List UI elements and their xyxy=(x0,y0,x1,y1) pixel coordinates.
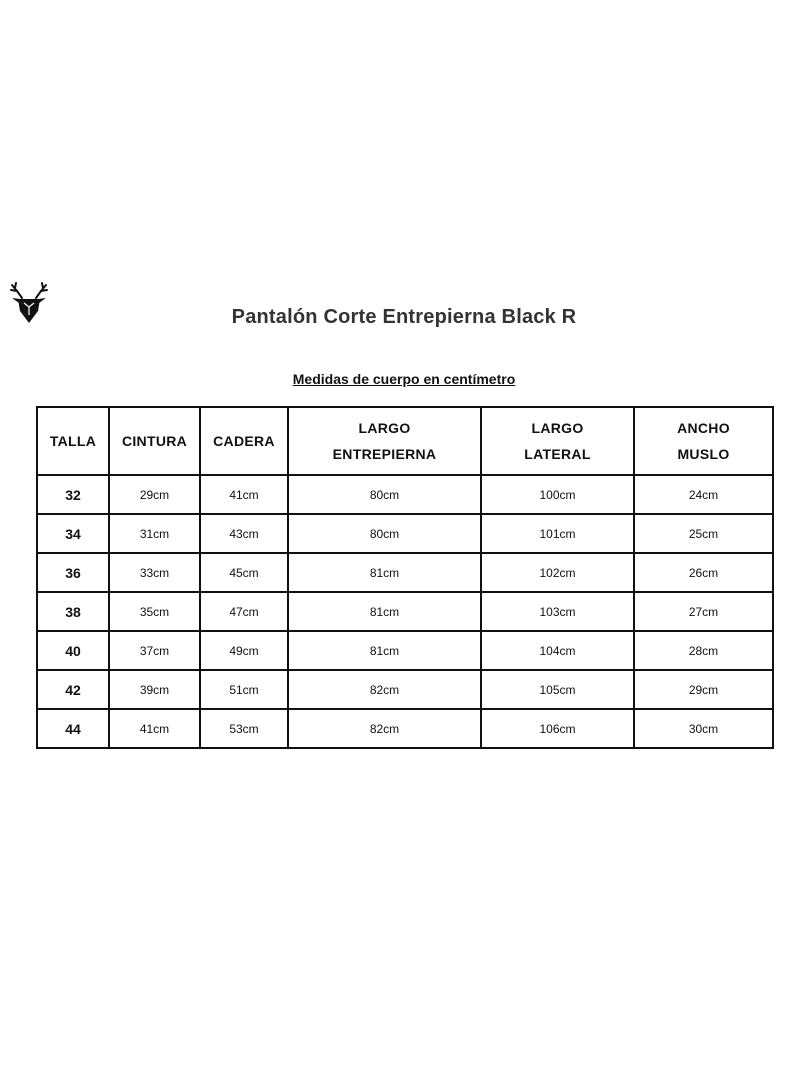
cell-largo-entrepierna: 81cm xyxy=(288,592,481,631)
cell-talla: 36 xyxy=(37,553,109,592)
header-cintura-label: CINTURA xyxy=(121,433,188,449)
header-ancho-muslo-line-2: MUSLO xyxy=(677,446,730,462)
cell-cintura: 31cm xyxy=(109,514,200,553)
header-largo-entrepierna-line-2: ENTREPIERNA xyxy=(332,446,437,462)
table-header-row xyxy=(37,407,773,475)
table-row xyxy=(37,475,773,514)
cell-ancho-muslo: 25cm xyxy=(634,514,773,553)
header-talla-label: TALLA xyxy=(49,433,97,449)
cell-cadera: 45cm xyxy=(200,553,288,592)
cell-talla: 34 xyxy=(37,514,109,553)
cell-largo-entrepierna: 80cm xyxy=(288,514,481,553)
cell-largo-lateral: 103cm xyxy=(481,592,634,631)
cell-largo-entrepierna: 82cm xyxy=(288,670,481,709)
cell-largo-lateral: 102cm xyxy=(481,553,634,592)
header-largo-lateral xyxy=(481,407,634,475)
table-row xyxy=(37,514,773,553)
cell-ancho-muslo: 27cm xyxy=(634,592,773,631)
header-ancho-muslo xyxy=(634,407,773,475)
cell-cadera: 47cm xyxy=(200,592,288,631)
cell-cadera: 53cm xyxy=(200,709,288,748)
cell-ancho-muslo: 24cm xyxy=(634,475,773,514)
table-subtitle: Medidas de cuerpo en centímetro xyxy=(292,371,516,387)
cell-largo-lateral: 104cm xyxy=(481,631,634,670)
header-largo-entrepierna xyxy=(288,407,481,475)
header-talla xyxy=(37,407,109,475)
header-largo-entrepierna-line-1: LARGO xyxy=(358,420,411,436)
cell-ancho-muslo: 30cm xyxy=(634,709,773,748)
cell-talla: 38 xyxy=(37,592,109,631)
cell-largo-lateral: 106cm xyxy=(481,709,634,748)
header-cadera-label: CADERA xyxy=(213,433,275,449)
header-largo-lateral-line-2: LATERAL xyxy=(524,446,591,462)
cell-largo-entrepierna: 80cm xyxy=(288,475,481,514)
table-row xyxy=(37,631,773,670)
cell-largo-entrepierna: 81cm xyxy=(288,631,481,670)
cell-talla: 40 xyxy=(37,631,109,670)
table-row xyxy=(37,553,773,592)
header-largo-lateral-line-1: LARGO xyxy=(531,420,584,436)
cell-largo-lateral: 100cm xyxy=(481,475,634,514)
cell-largo-entrepierna: 82cm xyxy=(288,709,481,748)
table-row xyxy=(37,709,773,748)
cell-cadera: 49cm xyxy=(200,631,288,670)
cell-ancho-muslo: 28cm xyxy=(634,631,773,670)
cell-cintura: 37cm xyxy=(109,631,200,670)
header-cadera xyxy=(200,407,288,475)
cell-cintura: 29cm xyxy=(109,475,200,514)
cell-cintura: 33cm xyxy=(109,553,200,592)
cell-cintura: 39cm xyxy=(109,670,200,709)
cell-ancho-muslo: 26cm xyxy=(634,553,773,592)
cell-cintura: 41cm xyxy=(109,709,200,748)
cell-ancho-muslo: 29cm xyxy=(634,670,773,709)
header-cintura xyxy=(109,407,200,475)
cell-talla: 32 xyxy=(37,475,109,514)
size-chart-table xyxy=(36,406,774,749)
cell-cadera: 41cm xyxy=(200,475,288,514)
table-row xyxy=(37,592,773,631)
cell-cintura: 35cm xyxy=(109,592,200,631)
page-title: Pantalón Corte Entrepierna Black R xyxy=(231,306,577,328)
table-row xyxy=(37,670,773,709)
cell-cadera: 51cm xyxy=(200,670,288,709)
header-ancho-muslo-line-1: ANCHO xyxy=(677,420,730,436)
cell-talla: 44 xyxy=(37,709,109,748)
cell-largo-entrepierna: 81cm xyxy=(288,553,481,592)
cell-cadera: 43cm xyxy=(200,514,288,553)
cell-talla: 42 xyxy=(37,670,109,709)
cell-largo-lateral: 101cm xyxy=(481,514,634,553)
cell-largo-lateral: 105cm xyxy=(481,670,634,709)
